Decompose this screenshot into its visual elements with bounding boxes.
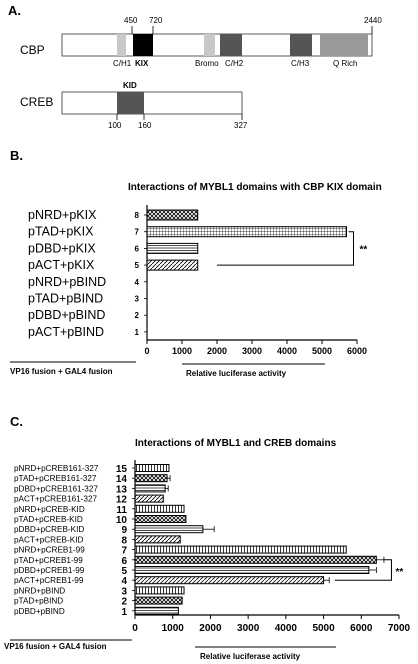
cbp-domain-label-ch2: C/H2 bbox=[225, 59, 244, 68]
chart-b-category-label: pTAD+pBIND bbox=[28, 291, 104, 306]
cbp-domain-bromo bbox=[204, 34, 215, 56]
chart-c-bar-number: 14 bbox=[115, 474, 127, 486]
chart-b-x-tick-label: 0 bbox=[144, 346, 150, 356]
cbp-domain-label-ch3: C/H3 bbox=[291, 59, 310, 68]
chart-b-bar bbox=[147, 260, 198, 270]
chart-b-x-tick-label: 5000 bbox=[311, 346, 333, 356]
chart-b-x-tick-label: 6000 bbox=[346, 346, 368, 356]
creb-protein-bar bbox=[62, 92, 242, 114]
chart-b-bar bbox=[147, 227, 347, 237]
cbp-domain-kix bbox=[133, 34, 153, 56]
chart-c-bar-number: 6 bbox=[121, 555, 127, 567]
chart-c-bar bbox=[135, 475, 167, 482]
chart-c-bar bbox=[135, 495, 163, 502]
chart-b-bar-number: 2 bbox=[134, 311, 139, 321]
chart-c-bar-number: 1 bbox=[121, 606, 127, 618]
chart-c-category-label: pDBD+pCREB1-99 bbox=[14, 566, 85, 575]
chart-c-bar bbox=[135, 597, 182, 604]
panel-c-label: C. bbox=[10, 414, 23, 429]
chart-c-xlabel: Relative luciferase activity bbox=[200, 652, 301, 661]
chart-b-category-label: pDBD+pKIX bbox=[28, 241, 96, 256]
chart-c-bar-number: 5 bbox=[121, 566, 127, 577]
chart-c-bar-number: 11 bbox=[116, 504, 127, 516]
chart-b-xlabel: Relative luciferase activity bbox=[186, 369, 287, 378]
creb-tick-label-327: 327 bbox=[234, 121, 248, 130]
chart-c-bar-number: 8 bbox=[121, 535, 127, 547]
cbp-domain-label-qrich: Q Rich bbox=[333, 59, 358, 68]
chart-b-bar-number: 6 bbox=[134, 244, 139, 254]
chart-c-bar-number: 3 bbox=[121, 586, 127, 598]
chart-c-significance-marker: ** bbox=[395, 567, 404, 578]
chart-c-category-label: pTAD+pBIND bbox=[14, 596, 64, 606]
creb-domain-label-kid: KID bbox=[123, 81, 137, 90]
creb-tick-label-160: 160 bbox=[138, 121, 152, 130]
chart-c-category-label: pNRD+pCREB-KID bbox=[14, 504, 85, 514]
chart-c-x-tick-label: 6000 bbox=[350, 623, 373, 634]
chart-b-bar bbox=[147, 243, 198, 253]
chart-c-bar-number: 12 bbox=[115, 494, 127, 506]
cbp-label: CBP bbox=[20, 43, 45, 57]
chart-c-category-label: pDBD+pCREB161-327 bbox=[14, 484, 98, 494]
chart-c-x-tick-label: 1000 bbox=[161, 623, 184, 634]
chart-b-category-label: pNRD+pBIND bbox=[28, 274, 107, 289]
chart-c-x-tick-label: 5000 bbox=[312, 623, 335, 634]
chart-c-category-label: pNRD+pBIND bbox=[14, 586, 66, 596]
chart-c-category-label: pDBD+pBIND bbox=[14, 606, 65, 616]
cbp-tick-label-450: 450 bbox=[124, 16, 138, 25]
chart-c-bar bbox=[135, 485, 165, 492]
cbp-tick-label-2440: 2440 bbox=[364, 16, 382, 25]
chart-c-category-label: pDBD+pCREB-KID bbox=[14, 525, 85, 535]
chart-c-bar bbox=[135, 607, 178, 614]
chart-c-x-tick-label: 2000 bbox=[199, 623, 222, 634]
chart-b-bar-number: 5 bbox=[134, 261, 139, 271]
chart-c-bar-number: 13 bbox=[115, 484, 127, 496]
chart-c-bar bbox=[135, 567, 369, 574]
chart-c-category-label: pNRD+pCREB161-327 bbox=[14, 464, 99, 473]
chart-c-bar-number: 15 bbox=[115, 464, 127, 475]
chart-c-bar bbox=[135, 526, 203, 533]
cbp-tick-label-720: 720 bbox=[149, 16, 163, 25]
chart-c-bar bbox=[135, 587, 184, 594]
chart-b-bar-number: 8 bbox=[134, 211, 139, 220]
chart-c-category-label: pACT+pCREB-KID bbox=[14, 535, 84, 545]
chart-c-ylabel: VP16 fusion + GAL4 fusion bbox=[4, 642, 107, 651]
chart-c-x-tick-label: 7000 bbox=[387, 623, 411, 634]
chart-c-title: Interactions of MYBL1 and CREB domains bbox=[135, 438, 337, 449]
chart-b-category-label: pACT+pKIX bbox=[28, 258, 95, 273]
chart-c-bar-number: 10 bbox=[115, 515, 127, 526]
creb-label: CREB bbox=[20, 95, 54, 109]
chart-b-ylabel: VP16 fusion + GAL4 fusion bbox=[10, 367, 113, 376]
chart-c-bar bbox=[135, 516, 186, 523]
chart-c-category-label: pACT+pCREB1-99 bbox=[14, 576, 84, 586]
chart-b-title: Interactions of MYBL1 domains with CBP KIX domain bbox=[128, 182, 382, 193]
chart-b-bar-number: 7 bbox=[134, 227, 139, 237]
chart-c-bar-number: 9 bbox=[121, 525, 127, 537]
chart-b-x-tick-label: 2000 bbox=[206, 346, 228, 356]
chart-b-x-tick-label: 4000 bbox=[276, 346, 298, 356]
chart-c-category-label: pTAD+pCREB161-327 bbox=[14, 474, 97, 484]
chart-b-bar bbox=[147, 210, 198, 220]
creb-domain-kid bbox=[117, 92, 144, 114]
chart-c-bar bbox=[135, 546, 346, 553]
cbp-domain-label-bromo: Bromo bbox=[195, 59, 219, 68]
chart-c-x-tick-label: 4000 bbox=[274, 623, 297, 634]
cbp-domain-qrich bbox=[320, 34, 368, 56]
chart-c-category-label: pACT+pCREB161-327 bbox=[14, 494, 98, 504]
chart-b-x-tick-label: 1000 bbox=[171, 346, 193, 356]
cbp-domain-ch2 bbox=[220, 34, 242, 56]
chart-b bbox=[28, 205, 367, 356]
chart-b-bar-number: 3 bbox=[134, 294, 139, 304]
chart-b-category-label: pTAD+pKIX bbox=[28, 224, 94, 239]
chart-c-x-tick-label: 0 bbox=[132, 623, 138, 634]
cbp-domain-label-ch1: C/H1 bbox=[113, 59, 132, 68]
cbp-domain-label-kix: KIX bbox=[135, 59, 149, 68]
chart-b-category-label: pNRD+pKIX bbox=[28, 208, 97, 222]
chart-b-bar-number: 4 bbox=[134, 277, 139, 287]
panel-a-label: A. bbox=[8, 3, 21, 18]
chart-c-bar bbox=[135, 536, 180, 543]
chart-c-x-tick-label: 3000 bbox=[237, 623, 260, 634]
chart-c-category-label: pNRD+pCREB1-99 bbox=[14, 545, 85, 555]
chart-c-bar-number: 2 bbox=[121, 596, 127, 608]
chart-c-bar-number: 4 bbox=[121, 576, 127, 588]
chart-c-bar bbox=[135, 465, 169, 472]
creb-tick-label-100: 100 bbox=[108, 121, 122, 130]
chart-c-category-label: pTAD+pCREB1-99 bbox=[14, 555, 83, 565]
chart-c-category-label: pTAD+pCREB-KID bbox=[14, 515, 83, 524]
chart-c-bar-number: 7 bbox=[121, 545, 127, 557]
chart-b-category-label: pDBD+pBIND bbox=[28, 308, 106, 323]
chart-c-bar bbox=[135, 577, 324, 584]
chart-c bbox=[14, 460, 411, 634]
cbp-domain-ch3 bbox=[290, 34, 312, 56]
chart-b-significance-marker: ** bbox=[359, 244, 368, 256]
chart-b-bar-number: 1 bbox=[134, 327, 139, 337]
chart-b-x-tick-label: 3000 bbox=[241, 346, 263, 356]
panel-b-label: B. bbox=[10, 148, 23, 163]
chart-c-bar bbox=[135, 505, 184, 512]
cbp-domain-ch1 bbox=[117, 34, 126, 56]
chart-c-bar bbox=[135, 556, 376, 563]
chart-b-category-label: pACT+pBIND bbox=[28, 324, 105, 339]
